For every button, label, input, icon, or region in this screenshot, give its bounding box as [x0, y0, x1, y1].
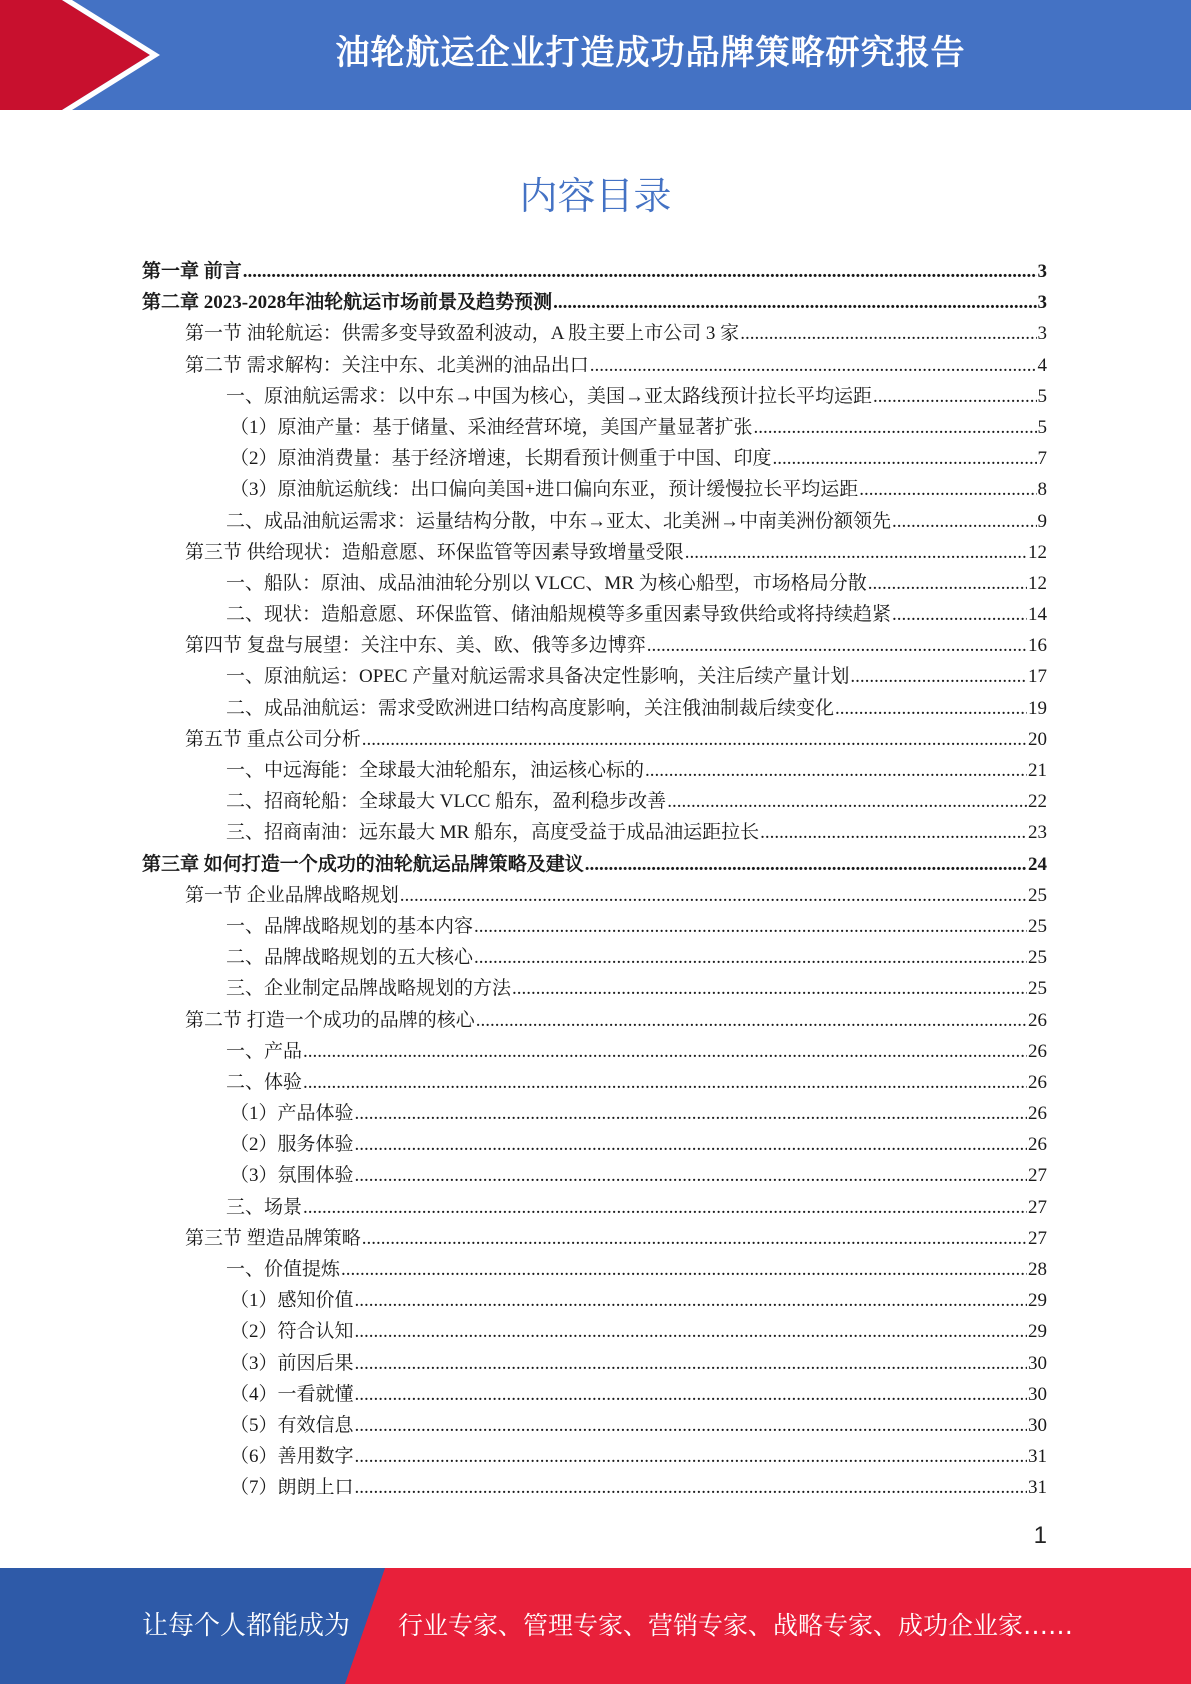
toc-entry[interactable]	[142, 630, 1047, 661]
toc-dot-leader	[645, 760, 1027, 782]
header-bar	[0, 0, 1191, 110]
toc-dot-leader	[754, 417, 1037, 439]
toc-entry-title: 第四节 复盘与展望：关注中东、美、欧、俄等多边博弈	[185, 635, 646, 657]
toc-entry-title: （2）原油消费量：基于经济增速，长期看预计侧重于中国、印度	[230, 448, 772, 470]
toc-entry-page: 30	[1028, 1383, 1047, 1405]
toc-entry[interactable]	[142, 817, 1047, 848]
toc-entry-page: 7	[1037, 448, 1047, 470]
toc-dot-leader	[590, 355, 1037, 377]
toc-entry[interactable]	[142, 1254, 1047, 1285]
toc-dot-leader	[773, 448, 1037, 470]
toc-entry[interactable]	[142, 1223, 1047, 1254]
toc-entry-page: 25	[1028, 884, 1047, 906]
toc-dot-leader	[873, 386, 1036, 408]
toc-dot-leader	[685, 542, 1027, 564]
toc-dot-leader	[355, 1415, 1027, 1437]
toc-entry-title: 二、成品油航运：需求受欧洲进口结构高度影响，关注俄油制裁后续变化	[226, 697, 835, 719]
toc-heading: 内容目录	[519, 174, 672, 218]
toc-entry-page: 9	[1037, 510, 1047, 532]
toc-dot-leader	[512, 978, 1027, 1000]
toc-entry-page: 25	[1028, 915, 1047, 937]
toc-entry-title: （3）前因后果	[230, 1352, 354, 1374]
toc-entry-title: 第一节 油轮航运：供需多变导致盈利波动，A 股主要上市公司 3 家	[185, 323, 740, 345]
toc-dot-leader	[667, 791, 1027, 813]
toc-entry-title: 一、船队：原油、成品油油轮分别以 VLCC、MR 为核心船型，市场格局分散	[226, 572, 867, 594]
toc-dot-leader	[355, 1321, 1027, 1343]
toc-entry[interactable]	[142, 381, 1047, 412]
toc-entry[interactable]	[142, 474, 1047, 505]
toc-entry-page: 27	[1028, 1227, 1047, 1249]
toc-entry-title: （2）服务体验	[230, 1134, 354, 1156]
toc-entry-title: 二、体验	[226, 1071, 303, 1093]
toc-entry-page: 4	[1037, 354, 1047, 376]
toc-entry-title: （5）有效信息	[230, 1414, 354, 1436]
toc-dot-leader	[850, 666, 1027, 688]
toc-entry-title: 一、品牌战略规划的基本内容	[226, 915, 474, 937]
toc-entry-page: 25	[1028, 978, 1047, 1000]
toc-entry-page: 27	[1028, 1196, 1047, 1218]
toc-entry[interactable]	[142, 661, 1047, 692]
toc-entry[interactable]	[142, 973, 1047, 1004]
toc-entry-title: （6）善用数字	[230, 1446, 354, 1468]
toc-entry-page: 26	[1028, 1071, 1047, 1093]
toc-dot-leader	[892, 511, 1036, 533]
toc-dot-leader	[740, 323, 1036, 345]
toc-entry-page: 29	[1028, 1290, 1047, 1312]
toc-dot-leader	[400, 885, 1027, 907]
toc-dot-leader	[355, 1477, 1027, 1499]
toc-entry[interactable]	[142, 1192, 1047, 1223]
toc-entry-title: 第二节 打造一个成功的品牌的核心	[185, 1009, 475, 1031]
toc-entry-title: 一、原油航运：OPEC 产量对航运需求具备决定性影响，关注后续产量计划	[226, 666, 850, 688]
toc-dot-leader	[476, 1010, 1027, 1032]
toc-entry-title: 三、企业制定品牌战略规划的方法	[226, 978, 512, 1000]
toc-entry-page: 19	[1028, 697, 1047, 719]
toc-entry[interactable]	[142, 1472, 1047, 1503]
toc-dot-leader	[355, 1446, 1027, 1468]
toc-entry[interactable]	[142, 849, 1047, 880]
toc-entry-title: 第二章 2023-2028年油轮航运市场前景及趋势预测	[142, 292, 553, 314]
toc-dot-leader	[892, 604, 1027, 626]
toc-entry-title: （7）朗朗上口	[230, 1477, 354, 1499]
toc-entry-title: 第三节 供给现状：造船意愿、环保监管等因素导致增量受限	[185, 541, 684, 563]
toc-entry[interactable]	[142, 1067, 1047, 1098]
toc-dot-leader	[355, 1103, 1027, 1125]
toc-entry-page: 20	[1028, 728, 1047, 750]
toc-entry-title: 二、成品油航运需求：运量结构分散，中东→亚太、北美洲→中南美洲份额领先	[226, 510, 892, 532]
toc-entry-page: 8	[1037, 479, 1047, 501]
toc-entry[interactable]	[142, 1098, 1047, 1129]
toc-entry-title: （3）氛围体验	[230, 1165, 354, 1187]
toc-entry-title: 二、招商轮船：全球最大 VLCC 船东，盈利稳步改善	[226, 791, 667, 813]
toc-entry[interactable]	[142, 880, 1047, 911]
toc-entry-title: （1）原油产量：基于储量、采油经营环境，美国产量显著扩张	[230, 416, 753, 438]
toc-entry-title: 第五节 重点公司分析	[185, 728, 361, 750]
toc-entry-page: 26	[1028, 1009, 1047, 1031]
toc-entry[interactable]	[142, 693, 1047, 724]
toc-entry[interactable]	[142, 1316, 1047, 1347]
toc-dot-leader	[303, 1197, 1027, 1219]
toc-entry[interactable]	[142, 287, 1047, 318]
toc-entry[interactable]	[142, 1441, 1047, 1472]
toc-entry[interactable]	[142, 443, 1047, 474]
toc-dot-leader	[355, 1353, 1027, 1375]
toc-entry-page: 12	[1028, 541, 1047, 563]
toc-entry[interactable]	[142, 599, 1047, 630]
toc-dot-leader	[355, 1290, 1027, 1312]
toc-entry[interactable]	[142, 724, 1047, 755]
toc-entry-page: 3	[1037, 292, 1047, 314]
toc-entry-title: 二、现状：造船意愿、环保监管、储油船规模等多重因素导致供给或将持续趋紧	[226, 604, 892, 626]
toc-entry[interactable]	[142, 506, 1047, 537]
toc-entry-page: 12	[1028, 572, 1047, 594]
toc-entry[interactable]	[142, 1379, 1047, 1410]
toc-entry[interactable]	[142, 1348, 1047, 1379]
toc-entry-title: 第一章 前言	[142, 261, 242, 282]
toc-entry-page: 23	[1028, 822, 1047, 844]
toc-entry-page: 24	[1028, 853, 1047, 875]
toc-entry-title: 第三节 塑造品牌策略	[185, 1227, 361, 1249]
toc-dot-leader	[835, 698, 1027, 720]
toc-entry-title: （4）一看就懂	[230, 1383, 354, 1405]
toc-entry-title: 二、品牌战略规划的五大核心	[226, 947, 474, 969]
toc-dot-leader	[303, 1072, 1027, 1094]
toc-entry-page: 3	[1037, 261, 1047, 282]
toc-entry-page: 21	[1028, 760, 1047, 781]
toc-entry[interactable]	[142, 256, 1047, 287]
toc-entry-title: 一、价值提炼	[226, 1259, 341, 1280]
toc-entry[interactable]	[142, 755, 1047, 786]
toc-entry[interactable]	[142, 1005, 1047, 1036]
table-of-contents	[142, 256, 1047, 1504]
toc-entry-title: （1）产品体验	[230, 1103, 354, 1125]
toc-entry-page: 31	[1028, 1477, 1047, 1499]
toc-entry-page: 30	[1028, 1352, 1047, 1374]
toc-entry[interactable]	[142, 412, 1047, 443]
toc-entry-page: 28	[1028, 1259, 1047, 1280]
toc-dot-leader	[243, 261, 1037, 283]
toc-entry-page: 14	[1028, 604, 1047, 626]
toc-entry-title: 第二节 需求解构：关注中东、北美洲的油品出口	[185, 354, 589, 376]
toc-entry-page: 16	[1028, 635, 1047, 657]
toc-entry-page: 29	[1028, 1321, 1047, 1343]
toc-entry-page: 30	[1028, 1414, 1047, 1436]
toc-entry-page: 31	[1028, 1446, 1047, 1468]
toc-dot-leader	[859, 479, 1036, 501]
toc-entry[interactable]	[142, 911, 1047, 942]
toc-entry[interactable]	[142, 537, 1047, 568]
toc-entry-page: 3	[1037, 323, 1047, 345]
page-number: 1	[1033, 1522, 1047, 1549]
toc-dot-leader	[868, 573, 1027, 595]
toc-entry-page: 26	[1028, 1103, 1047, 1125]
toc-entry-page: 25	[1028, 947, 1047, 969]
toc-entry-title: 一、中远海能：全球最大油轮船东，油运核心标的	[226, 760, 645, 781]
toc-dot-leader	[647, 635, 1027, 657]
toc-entry-page: 26	[1028, 1134, 1047, 1156]
toc-dot-leader	[303, 1041, 1027, 1063]
toc-entry-title: 第一节 企业品牌战略规划	[185, 884, 399, 906]
toc-entry-page: 17	[1028, 666, 1047, 688]
footer-slogan-left: 让每个人都能成为	[142, 1611, 351, 1641]
toc-entry[interactable]	[142, 318, 1047, 349]
toc-entry[interactable]	[142, 1285, 1047, 1316]
toc-dot-leader	[585, 854, 1027, 876]
toc-entry-title: 三、招商南油：远东最大 MR 船东，高度受益于成品油运距拉长	[226, 822, 760, 844]
toc-entry[interactable]	[142, 942, 1047, 973]
footer-bar	[0, 1568, 1191, 1684]
toc-dot-leader	[474, 916, 1027, 938]
toc-dot-leader	[760, 822, 1027, 844]
toc-dot-leader	[362, 1228, 1027, 1250]
toc-entry-page: 22	[1028, 791, 1047, 813]
toc-entry[interactable]	[142, 350, 1047, 381]
toc-dot-leader	[355, 1384, 1027, 1406]
toc-entry-title: （3）原油航运航线：出口偏向美国+进口偏向东亚，预计缓慢拉长平均运距	[230, 479, 859, 501]
footer-slogan-right: 行业专家、管理专家、营销专家、战略专家、成功企业家……	[398, 1611, 1074, 1640]
toc-entry-title: 一、产品	[226, 1040, 303, 1062]
toc-entry[interactable]	[142, 786, 1047, 817]
toc-entry-page: 5	[1037, 385, 1047, 407]
toc-dot-leader	[553, 292, 1036, 314]
document-title: 油轮航运企业打造成功品牌策略研究报告	[335, 33, 966, 73]
toc-entry-title: 第三章 如何打造一个成功的油轮航运品牌策略及建议	[142, 853, 584, 875]
toc-entry[interactable]	[142, 1036, 1047, 1067]
toc-dot-leader	[355, 1165, 1027, 1187]
toc-entry[interactable]	[142, 1160, 1047, 1191]
toc-dot-leader	[341, 1259, 1027, 1281]
toc-entry-title: （1）感知价值	[230, 1290, 354, 1312]
toc-entry-title: 三、场景	[226, 1196, 303, 1218]
toc-dot-leader	[355, 1134, 1027, 1156]
toc-dot-leader	[362, 729, 1027, 751]
toc-entry-page: 26	[1028, 1040, 1047, 1062]
toc-entry-page: 5	[1037, 416, 1047, 438]
toc-entry[interactable]	[142, 568, 1047, 599]
toc-entry-title: 一、原油航运需求：以中东→中国为核心，美国→亚太路线预计拉长平均运距	[226, 385, 873, 407]
toc-dot-leader	[474, 947, 1027, 969]
toc-entry[interactable]	[142, 1129, 1047, 1160]
toc-entry-page: 27	[1028, 1165, 1047, 1187]
toc-entry-title: （2）符合认知	[230, 1321, 354, 1343]
toc-entry[interactable]	[142, 1410, 1047, 1441]
